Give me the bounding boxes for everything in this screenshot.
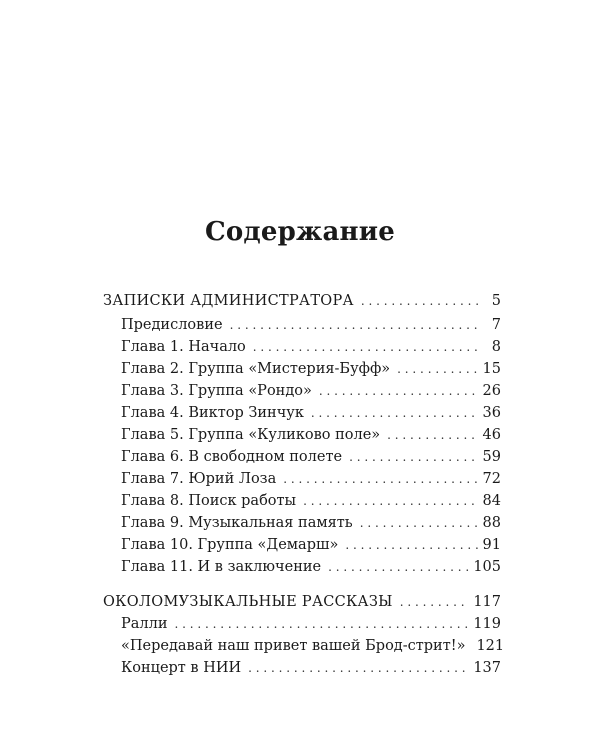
toc-page-number: 26	[482, 383, 501, 399]
toc-item[interactable]	[121, 336, 501, 358]
toc-item[interactable]	[121, 468, 501, 490]
toc-page-number: 36	[482, 405, 501, 421]
dot-leader	[349, 446, 478, 468]
toc-page-number: 59	[482, 449, 501, 465]
toc-page-number: 121	[476, 638, 505, 654]
toc-item[interactable]	[121, 358, 501, 380]
toc-page-number: 84	[482, 493, 501, 509]
toc-page-number: 137	[473, 660, 501, 676]
toc-item[interactable]	[121, 402, 501, 424]
toc-item-title: Глава 1. Начало	[121, 339, 246, 355]
toc-item-title: Глава 8. Поиск работы	[121, 493, 297, 509]
toc-section-title: ОКОЛОМУЗЫКАЛЬНЫЕ РАССКАЗЫ	[103, 594, 393, 610]
toc-page-number: 46	[482, 427, 501, 443]
toc-section-title: ЗАПИСКИ АДМИНИСТРАТОРА	[103, 293, 354, 309]
toc-page-number: 88	[482, 515, 501, 531]
dot-leader	[397, 358, 478, 380]
dot-leader	[360, 512, 479, 534]
dot-leader	[303, 490, 478, 512]
toc-item-title: Глава 7. Юрий Лоза	[121, 471, 277, 487]
toc-item[interactable]	[121, 613, 501, 635]
toc-section-zapiski[interactable]	[103, 290, 501, 312]
toc-page-number: 7	[491, 317, 501, 333]
dot-leader	[345, 534, 478, 556]
page-title: Содержание	[204, 217, 396, 247]
dot-leader	[328, 556, 469, 578]
dot-leader	[248, 657, 469, 679]
dot-leader	[387, 424, 478, 446]
toc-item[interactable]	[121, 556, 501, 578]
toc-page-number: 15	[482, 361, 501, 377]
toc-item-title: Глава 3. Группа «Рондо»	[121, 383, 312, 399]
dot-leader	[400, 591, 470, 613]
dot-leader	[175, 613, 470, 635]
toc-item-title: Предисловие	[121, 317, 223, 333]
toc-page-number: 72	[482, 471, 501, 487]
toc-item-title: Глава 6. В свободном полете	[121, 449, 343, 465]
toc-item[interactable]	[121, 446, 501, 468]
dot-leader	[361, 290, 479, 312]
dot-leader	[311, 402, 479, 424]
toc-item-title: Глава 9. Музыкальная память	[121, 515, 353, 531]
toc-page-number: 5	[491, 293, 501, 309]
dot-leader	[283, 468, 478, 490]
toc-item[interactable]	[121, 512, 501, 534]
toc-page-number: 119	[473, 616, 501, 632]
toc-item[interactable]	[121, 657, 501, 679]
toc-item[interactable]	[121, 635, 505, 657]
toc-item-title: Концерт в НИИ	[121, 660, 242, 676]
dot-leader	[253, 336, 479, 358]
toc-item-title: «Передавай наш привет вашей Брод-стрит!»	[121, 638, 466, 654]
toc-item[interactable]	[121, 380, 501, 402]
toc-item-title: Глава 4. Виктор Зинчук	[121, 405, 304, 421]
toc-item-title: Глава 5. Группа «Куликово поле»	[121, 427, 381, 443]
toc-item-title: Глава 2. Группа «Мистерия-Буфф»	[121, 361, 391, 377]
toc-item-title: Ралли	[121, 616, 168, 632]
toc-item[interactable]	[121, 490, 501, 512]
toc-page-number: 91	[482, 537, 501, 553]
toc-item[interactable]	[121, 534, 501, 556]
toc-item[interactable]	[121, 424, 501, 446]
toc-page-number: 117	[473, 594, 501, 610]
toc-page-number: 8	[491, 339, 501, 355]
toc-item[interactable]	[121, 314, 501, 336]
dot-leader	[230, 314, 479, 336]
toc-item-title: Глава 11. И в заключение	[121, 559, 322, 575]
toc-section-okolomuzykalnye[interactable]	[103, 591, 501, 613]
dot-leader	[319, 380, 479, 402]
toc-item-title: Глава 10. Группа «Демарш»	[121, 537, 339, 553]
toc-page-number: 105	[473, 559, 501, 575]
